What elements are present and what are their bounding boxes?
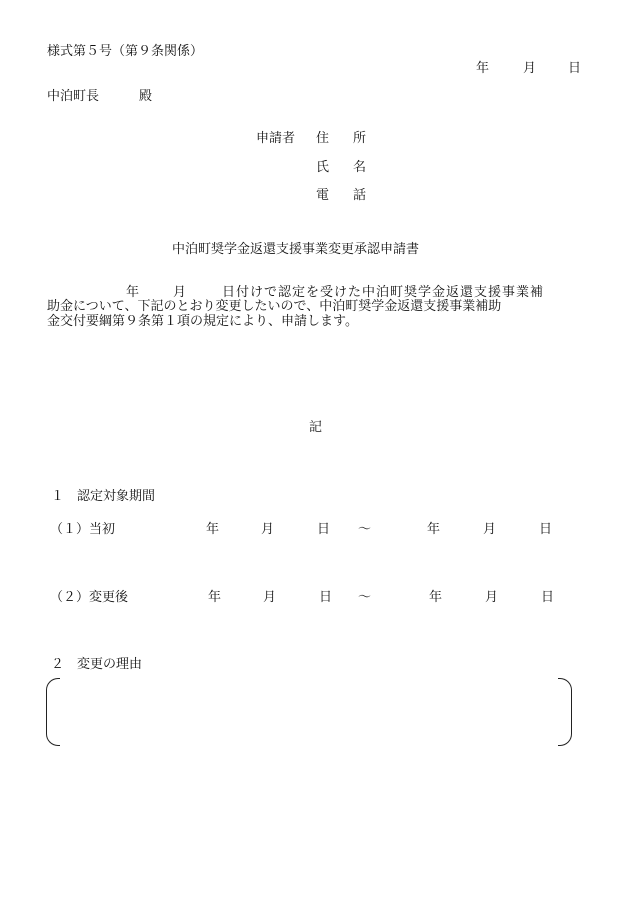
name-label-char1: 氏 bbox=[316, 160, 330, 175]
reason-bracket-right bbox=[558, 678, 572, 746]
body-line2: 助金について、下記のとおり変更したいので、中泊町奨学金返還支援事業補助 bbox=[47, 299, 502, 314]
from-year-label: 年 bbox=[206, 522, 220, 537]
to-month-label: 月 bbox=[485, 590, 499, 605]
section2-heading: ２ 変更の理由 bbox=[51, 657, 143, 672]
body-year-label: 年 bbox=[126, 285, 140, 300]
from-year-label: 年 bbox=[208, 590, 222, 605]
applicant-label: 申請者 bbox=[256, 131, 296, 146]
to-month-label: 月 bbox=[483, 522, 497, 537]
period-row-label: （１）当初 bbox=[50, 522, 116, 537]
to-day-label: 日 bbox=[541, 590, 555, 605]
period-row-label: （２）変更後 bbox=[50, 590, 129, 605]
phone-label-char2: 話 bbox=[353, 188, 367, 203]
name-label-char2: 名 bbox=[353, 160, 367, 175]
from-day-label: 日 bbox=[319, 590, 333, 605]
section1-heading: １ 認定対象期間 bbox=[51, 489, 156, 504]
to-year-label: 年 bbox=[427, 522, 441, 537]
addressee-name: 中泊町長 bbox=[47, 89, 100, 104]
ki-marker: 記 bbox=[309, 420, 323, 435]
body-line1: 日付けで認定を受けた中泊町奨学金返還支援事業補 bbox=[222, 285, 545, 300]
tilde: ～ bbox=[358, 590, 372, 605]
date-month-label: 月 bbox=[523, 61, 537, 76]
date-day-label: 日 bbox=[568, 61, 582, 76]
addressee-honorific: 殿 bbox=[139, 89, 153, 104]
body-month-label: 月 bbox=[173, 285, 187, 300]
from-day-label: 日 bbox=[317, 522, 331, 537]
phone-label-char1: 電 bbox=[316, 188, 330, 203]
from-month-label: 月 bbox=[263, 590, 277, 605]
address-label-char1: 住 bbox=[316, 131, 330, 146]
tilde: ～ bbox=[358, 522, 372, 537]
address-label-char2: 所 bbox=[353, 131, 367, 146]
from-month-label: 月 bbox=[261, 522, 275, 537]
to-year-label: 年 bbox=[429, 590, 443, 605]
document-title: 中泊町奨学金返還支援事業変更承認申請書 bbox=[172, 242, 420, 257]
reason-bracket-left bbox=[46, 678, 60, 746]
date-year-label: 年 bbox=[476, 61, 490, 76]
form-number: 様式第５号（第９条関係） bbox=[47, 44, 204, 59]
to-day-label: 日 bbox=[539, 522, 553, 537]
body-line3: 金交付要綱第９条第１項の規定により、申請します。 bbox=[47, 314, 358, 329]
